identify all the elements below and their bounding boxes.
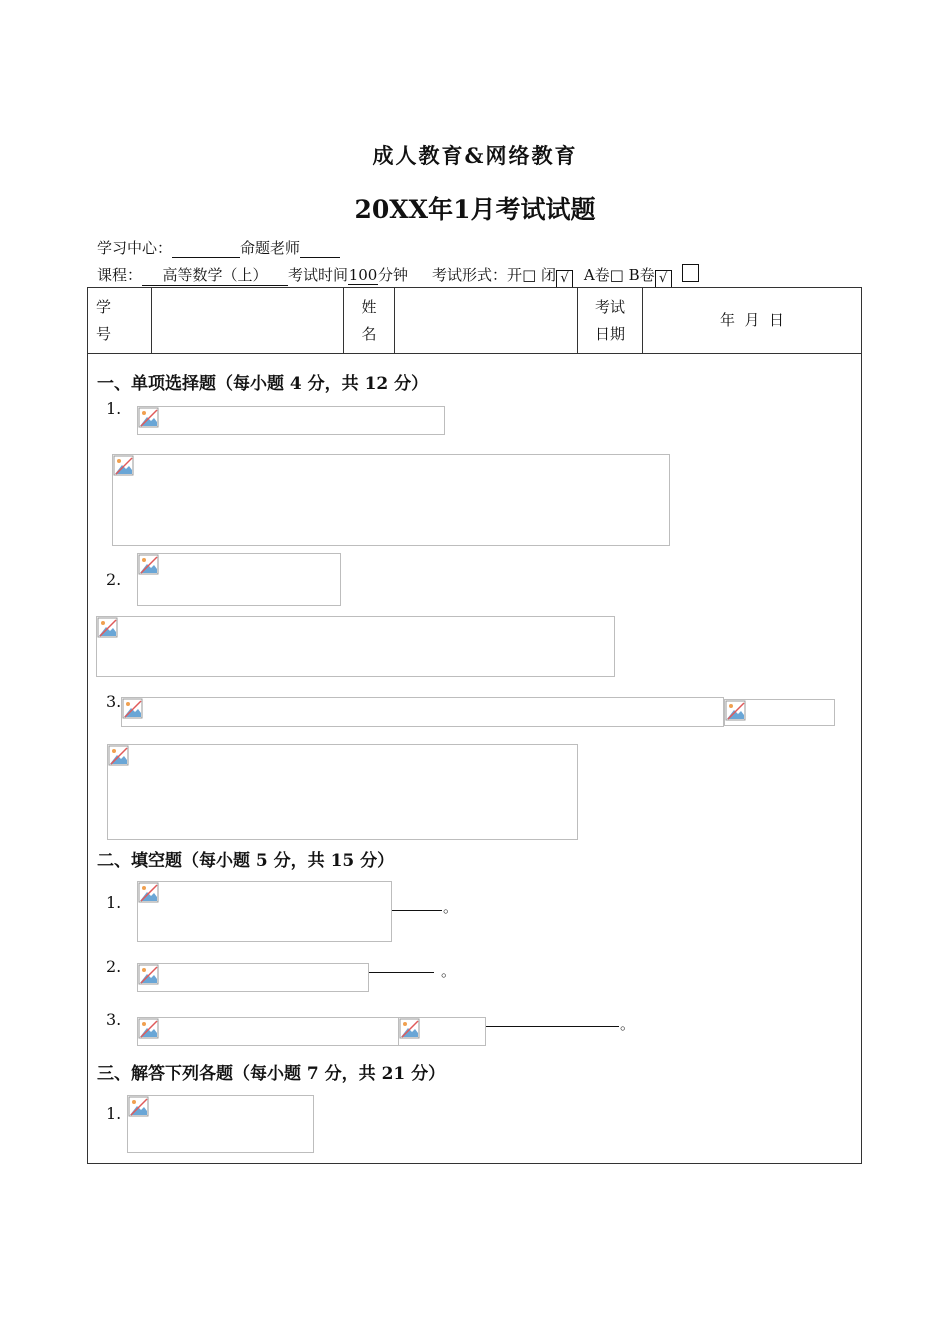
- broken-image-icon: [138, 554, 159, 575]
- q1-3-image-a: [121, 697, 724, 727]
- q1-2-image: [137, 553, 341, 606]
- section-3-title: 三、解答下列各题（每小题 7 分，共 21 分）: [97, 1064, 446, 1084]
- q2-1-period: 。: [443, 898, 459, 916]
- study-center-line: [97, 237, 340, 258]
- broken-image-icon: [122, 698, 143, 719]
- broken-image-icon: [97, 617, 118, 638]
- q2-3-image-b: [398, 1017, 486, 1046]
- q1-2-options-image: [96, 616, 615, 677]
- broken-image-icon: [138, 407, 159, 428]
- q1-3-image-b: [724, 699, 835, 726]
- exam-date-field[interactable]: 年 月 日: [643, 288, 862, 354]
- student-no-label: 学 号: [88, 288, 152, 354]
- paper-a-label: A卷: [583, 266, 610, 284]
- broken-image-icon: [725, 700, 746, 721]
- paper-b-checkbox[interactable]: √: [655, 270, 672, 288]
- name-label: 姓 名: [344, 288, 395, 354]
- exam-date-label: 考试 日期: [578, 288, 643, 354]
- paper-a-checkbox[interactable]: □: [609, 266, 624, 284]
- section-1-title: 一、单项选择题（每小题 4 分，共 12 分）: [97, 374, 429, 394]
- broken-image-icon: [128, 1096, 149, 1117]
- closed-checkbox[interactable]: √: [556, 270, 573, 288]
- broken-image-icon: [113, 455, 134, 476]
- q1-3-number: 3.: [106, 692, 122, 711]
- q2-2-answer-blank[interactable]: [369, 972, 434, 973]
- q2-2-image: [137, 963, 369, 992]
- q2-2-number: 2.: [106, 957, 122, 976]
- course-line: [97, 264, 699, 288]
- q2-3-period: 。: [620, 1015, 636, 1033]
- q2-3-answer-blank[interactable]: [486, 1026, 619, 1027]
- exam-time-label: 考试时间: [288, 266, 349, 284]
- broken-image-icon: [138, 882, 159, 903]
- broken-image-icon: [138, 964, 159, 985]
- broken-image-icon: [399, 1018, 420, 1039]
- student-info-table: [87, 287, 862, 354]
- q2-1-answer-blank[interactable]: [392, 910, 442, 911]
- broken-image-icon: [108, 745, 129, 766]
- q1-2-number: 2.: [106, 570, 122, 589]
- open-checkbox[interactable]: □: [522, 266, 537, 284]
- q2-3-image-a: [137, 1017, 399, 1046]
- teacher-label: 命题老师: [240, 239, 301, 257]
- exam-time-unit: 分钟: [378, 266, 409, 284]
- exam-time-value: 100: [348, 266, 378, 284]
- study-center-label: 学习中心：: [97, 239, 173, 257]
- student-no-field[interactable]: [152, 288, 344, 354]
- teacher-blank[interactable]: [300, 239, 340, 258]
- broken-image-icon: [138, 1018, 159, 1039]
- q2-1-number: 1.: [106, 893, 122, 912]
- q1-1-number: 1.: [106, 399, 122, 418]
- closed-label: 闭: [541, 266, 557, 284]
- section-2-title: 二、填空题（每小题 5 分，共 15 分）: [97, 851, 395, 871]
- org-title: 成人教育&网络教育: [372, 143, 578, 168]
- q3-1-number: 1.: [106, 1104, 122, 1123]
- q2-1-image: [137, 881, 392, 942]
- q2-2-period: 。: [441, 962, 457, 980]
- exam-title: 20XX年1月考试试题: [354, 195, 596, 224]
- q2-3-number: 3.: [106, 1010, 122, 1029]
- name-field[interactable]: [395, 288, 578, 354]
- q1-1-options-image: [112, 454, 670, 546]
- q3-1-image: [127, 1095, 314, 1153]
- course-name: 高等数学（上）: [142, 264, 288, 286]
- study-center-blank[interactable]: [172, 239, 240, 258]
- q1-1-image: [137, 406, 445, 435]
- empty-checkbox[interactable]: [682, 264, 699, 282]
- paper-b-label: B卷: [628, 266, 655, 284]
- exam-form-label: 考试形式：开: [432, 266, 523, 284]
- q1-3-options-image: [107, 744, 578, 840]
- course-label: 课程：: [97, 266, 143, 284]
